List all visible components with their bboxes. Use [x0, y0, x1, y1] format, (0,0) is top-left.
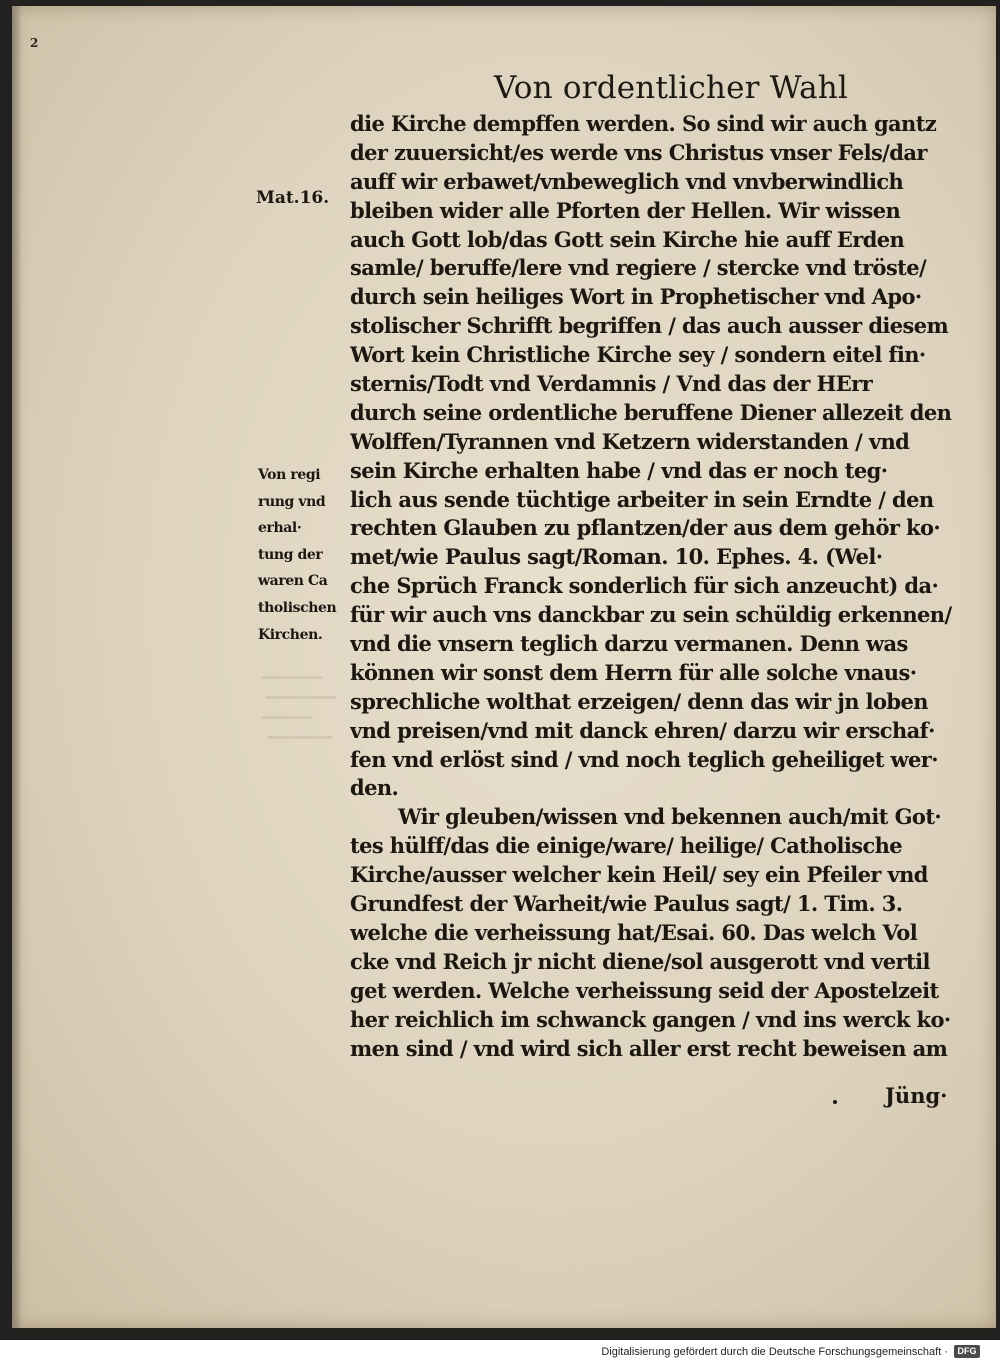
margin-note-line: tholischen — [258, 599, 337, 616]
text-line: Wir gleuben/wissen vnd bekennen auch/mit Got· — [398, 804, 942, 830]
text-line: vnd die vnsern teglich darzu vermanen. Denn was — [350, 631, 908, 657]
text-line: cke vnd Reich jr nicht diene/sol ausgerott vnd vertil — [350, 948, 930, 974]
text-line: die Kirche dempffen werden. So sind wir auch gantz — [350, 111, 937, 136]
text-line: den. — [350, 775, 399, 801]
text-line: durch seine ordentliche beruffene Diener allezeit den — [350, 399, 952, 425]
text-line: vnd preisen/vnd mit danck ehren/ darzu wir erschaf· — [350, 717, 935, 743]
text-line: samle/ beruffe/lere vnd regiere / stercke vnd tröste/ — [350, 255, 927, 281]
paragraph-1 — [350, 110, 975, 803]
catchword: Jüng· — [885, 1083, 948, 1108]
text-line: met/wie Paulus sagt/Roman. 10. Ephes. 4. (Wel· — [350, 544, 883, 570]
text-line: Wolffen/Tyrannen vnd Ketzern widerstanden / vnd — [350, 428, 910, 454]
paragraph-2 — [350, 803, 975, 1063]
dfg-logo — [954, 1345, 980, 1358]
text-line: Grundfest der Warheit/wie Paulus sagt/ 1. Tim. 3. — [350, 891, 903, 917]
text-line: für wir auch vns danckbar zu sein schüldig erkennen/ — [350, 602, 952, 628]
funding-credit: Digitalisierung gefördert durch die Deutsche Forschungsgemeinschaft · — [601, 1346, 948, 1358]
text-line: bleiben wider alle Pforten der Hellen. Wir wissen — [350, 197, 901, 223]
text-line: Wort kein Christliche Kirche sey / sondern eitel fin· — [350, 342, 926, 368]
margin-note-regierung — [258, 462, 350, 648]
text-line: rechten Glauben zu pflantzen/der aus dem gehör ko· — [350, 515, 941, 541]
text-line: tes hülff/das die einige/ware/ heilige/ Catholische — [350, 833, 903, 859]
show-through-ghost-text — [262, 668, 340, 748]
text-line: che Sprüch Franck sonderlich für sich anzeucht) da· — [350, 573, 939, 599]
ornament-dot — [833, 1100, 837, 1104]
page-gutter-shadow — [12, 6, 22, 1328]
margin-note-line: waren Ca — [258, 573, 328, 590]
page-number: 2 — [30, 36, 39, 50]
margin-note-line: Von regi — [258, 467, 321, 483]
text-line: durch sein heiliges Wort in Prophetischer vnd Apo· — [350, 284, 922, 310]
text-line: sprechliche wolthat erzeigen/ denn das wir jn loben — [350, 688, 928, 714]
dfg-logo-text: DFG — [957, 1346, 977, 1356]
text-line: stolischer Schrifft begriffen / das auch ausser diesem — [350, 313, 949, 339]
margin-note-line: erhal· — [258, 520, 302, 537]
text-line: fen vnd erlöst sind / vnd noch teglich geheiliget wer· — [350, 746, 938, 772]
margin-note-line: tung der — [258, 546, 323, 563]
text-line: auff wir erbawet/vnbeweglich vnd vnvberwindlich — [350, 168, 904, 194]
margin-note-line: Kirchen. — [258, 626, 323, 643]
text-line: auch Gott lob/das Gott sein Kirche hie auff Erden — [350, 226, 905, 252]
body-text — [350, 110, 975, 1063]
text-line: men sind / vnd wird sich aller erst recht beweisen am — [350, 1035, 948, 1061]
text-line: sein Kirche erhalten habe / vnd das er noch teg· — [350, 457, 888, 483]
text-line: Kirche/ausser welcher kein Heil/ sey ein Pfeiler vnd — [350, 862, 928, 888]
margin-note-matthew: Mat.16. — [256, 188, 330, 208]
running-head: Von ordentlicher Wahl — [494, 70, 849, 106]
text-line: her reichlich im schwanck gangen / vnd ins werck ko· — [350, 1006, 951, 1032]
text-line: können wir sonst dem Herrn für alle solche vnaus· — [350, 659, 917, 685]
text-line: welche die verheissung hat/Esai. 60. Das welch Vol — [350, 919, 918, 945]
text-line: lich aus sende tüchtige arbeiter in sein Erndte / den — [350, 486, 934, 512]
text-line: sternis/Todt vnd Verdamnis / Vnd das der HErr — [350, 371, 873, 397]
text-line: der zuuersicht/es werde vns Christus vnser Fels/dar — [350, 139, 927, 165]
margin-note-line: rung vnd — [258, 493, 326, 510]
text-line: get werden. Welche verheissung seid der Apostelzeit — [350, 977, 939, 1003]
